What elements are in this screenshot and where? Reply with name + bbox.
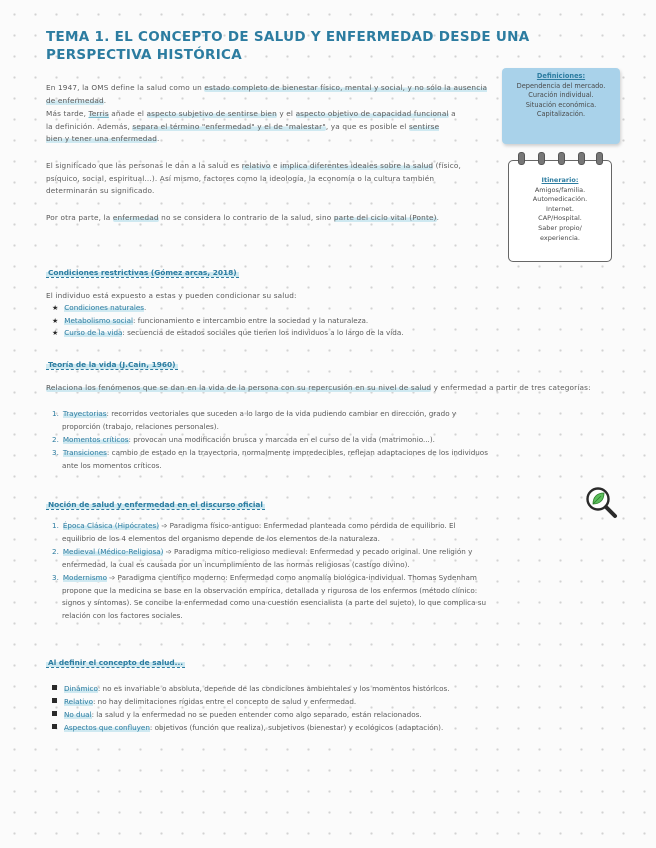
magnifier-leaf-icon (584, 485, 618, 519)
list-item (52, 302, 146, 315)
intro-text: y enfermedad a partir de tres categorías: (431, 383, 591, 392)
intro-highlight: Relaciona los fenómenos que se dan en la vida de la persona con su repercusión en su nivel de salud (46, 383, 432, 392)
intro-text: Por otra parte, la (46, 213, 113, 222)
item-text: relación con los factores sociales. (62, 610, 183, 620)
intro-text: a la definición. Además, (46, 109, 456, 131)
list-item (52, 434, 618, 447)
intro-highlight: implica diferentes ideales sobre la salud (280, 161, 434, 170)
notepad-rings-icon (514, 152, 606, 166)
item-text: : recorridos vectoriales que suceden a lo largo de la vida pudiendo cambiar en dirección, grado y (106, 409, 457, 418)
item-text: : funcionamiento e intercambio entre la sociedad y la naturaleza. (133, 316, 369, 325)
intro-highlight: estado completo de bienestar físico, mental y social, y no sólo la ausencia de enfermedad (46, 83, 488, 105)
section-heading-teoria: Teoría de la vida (J.Cain, 1960) (48, 360, 176, 369)
section1-intro: El individuo está expuesto a estas y pueden condicionar su salud: (46, 291, 297, 300)
item-text: : no es invariable o absoluta, depende de las condiciones ambientales y los momentos históricos. (97, 684, 450, 693)
item-text: : la salud y la enfermedad no se pueden entender como algo separado, están relacionados. (91, 710, 422, 719)
keyword: Aspectos que confluyen (64, 723, 150, 732)
keyword: Metabolismo social (64, 316, 134, 325)
list-item (52, 683, 450, 696)
item-text: enfermedad, la cual es causada por un incumplimiento de las normas religiosas (castigo divino). (62, 559, 410, 569)
terris-highlight: Terris (88, 109, 109, 118)
intro-highlight: parte del ciclo vital (Ponte) (333, 213, 437, 222)
intro-highlight: aspecto objetivo de capacidad funcional (295, 109, 449, 118)
definiciones-sticky-note (502, 68, 620, 144)
intro-paragraph-1 (46, 82, 496, 107)
intro-highlight: sentirse bien y tener una enfermedad (46, 121, 440, 144)
list-item (52, 709, 422, 722)
list-item (52, 327, 404, 340)
intro-text: . (436, 213, 440, 222)
intro-paragraph-4 (46, 212, 484, 225)
item-text: equilibrio de los 4 elementos del organismo depende de los elementos de la naturaleza. (62, 533, 380, 543)
intro-highlight: separa el término "enfermedad" y el de "malestar" (132, 121, 326, 131)
keyword: Dinámico (64, 684, 98, 693)
definiciones-line: Capitalización. (536, 110, 586, 119)
star-bullet-icon: ★ (52, 317, 59, 325)
item-number: 2. (52, 547, 59, 556)
square-bullet-icon (52, 711, 57, 716)
intro-text: En 1947, la OMS define la salud como un (46, 83, 205, 92)
definiciones-line: Situación económica. (525, 100, 597, 109)
intro-text: . (103, 95, 107, 105)
item-text: ➩ Paradigma científico moderno: Enfermedad como anomalía biológica-individual. Thomas Sydenham (106, 573, 477, 582)
intro-text: , ya que es posible el (325, 121, 409, 131)
item-text: : no hay delimitaciones rígidas entre el concepto de salud y enfermedad. (92, 697, 357, 706)
section-heading-condiciones: Condiciones restrictivas (Gómez arcas, 2018) (48, 268, 237, 277)
intro-paragraph-2 (46, 108, 456, 146)
item-text: : provocan una modificación brusca y marcada en el curso de la vida (matrimonio...). (128, 435, 435, 444)
keyword: Época Clásica (Hipócrates) (62, 521, 160, 530)
itinerario-line: experiencia. (540, 233, 580, 242)
list-item (52, 408, 618, 433)
keyword: Modernismo (62, 573, 107, 582)
itinerario-line: Amigos/familia. (534, 185, 586, 194)
keyword: Transiciones (62, 448, 107, 457)
intro-text: no se considera lo contrario de la salud, sino (158, 213, 334, 222)
list-item (52, 447, 618, 472)
itinerario-heading: Itinerario: (541, 176, 579, 184)
item-text: propone que la medicina se base en la observación empírica, detallada y rigurosa de los enfermos (método clínico: (62, 585, 478, 595)
square-bullet-icon (52, 724, 57, 729)
keyword: Curso de la vida (64, 328, 123, 337)
itinerario-line: CAP/Hospital. (538, 214, 582, 223)
intro-highlight: enfermedad (112, 213, 159, 222)
keyword: No dual (64, 710, 92, 719)
intro-text: añade el (108, 109, 147, 118)
list-item (52, 546, 618, 571)
list-item (52, 722, 443, 735)
keyword: Relativo (64, 697, 93, 706)
keyword: Momentos críticos (62, 435, 129, 444)
item-text: ➩ Paradigma mítico-religioso medieval: Enfermedad y pecado original. Une religión y (163, 547, 473, 556)
list-item (52, 520, 618, 545)
star-bullet-icon: ★ (52, 304, 59, 312)
itinerario-notepad (508, 160, 612, 262)
definiciones-line: Curación individual. (528, 91, 594, 100)
itinerario-line: Saber propio/ (538, 223, 582, 232)
intro-text: El significado que las personas le dan a la salud es (46, 161, 242, 170)
item-text: signos y síntomas). Se concibe la enfermedad como una cuestión esencialista (a parte del sujeto), lo que complica su (62, 598, 487, 608)
section-heading-definir: Al definir el concepto de salud... (48, 658, 184, 667)
item-number: 1. (52, 521, 59, 530)
list-item (52, 572, 618, 622)
intro-text: (físico, psíquico, social, espiritual...). Así mismo, factores como la ideología, la economía o la cultura también determinarán su significado. (46, 161, 461, 196)
intro-text: y el (276, 109, 296, 118)
item-number: 3. (52, 448, 59, 457)
intro-text: Más tarde, (46, 109, 89, 118)
intro-text: . (156, 134, 160, 144)
itinerario-line: Internet. (546, 204, 574, 213)
section2-intro (46, 382, 624, 395)
item-text: . (144, 303, 147, 312)
keyword: Trayectorias (62, 409, 107, 418)
intro-paragraph-3 (46, 160, 484, 198)
intro-highlight: relativo (241, 161, 271, 170)
keyword: Condiciones naturales (64, 303, 145, 312)
item-number: 1. (52, 409, 59, 418)
square-bullet-icon (52, 698, 57, 703)
intro-highlight: aspecto subjetivo de sentirse bien (146, 109, 277, 118)
itinerario-line: Automedicación. (532, 195, 588, 204)
definiciones-line: Dependencia del mercado. (516, 81, 606, 90)
item-text: proporción (trabajo, relaciones personales). (62, 421, 219, 431)
item-number: 3. (52, 573, 59, 582)
list-item (52, 315, 368, 328)
item-text: : objetivos (función que realiza), subjetivos (bienestar) y ecológicos (adaptación). (149, 723, 444, 732)
item-number: 2. (52, 435, 59, 444)
list-item (52, 696, 356, 709)
item-text: ➩ Paradigma físico-antiguo: Enfermedad planteada como pérdida de equilibrio. El (159, 521, 456, 530)
keyword: Medieval (Médico-Religiosa) (62, 547, 164, 556)
item-text: : cambio de estado en la trayectoria, normalmente impredecibles, reflejan adaptaciones de los individuos (106, 448, 488, 457)
section-heading-nocion: Noción de salud y enfermedad en el discurso oficial (48, 500, 263, 509)
star-bullet-icon: ★ (52, 329, 59, 337)
item-text: ante los momentos críticos. (62, 460, 162, 470)
page-title: TEMA 1. EL CONCEPTO DE SALUD Y ENFERMEDAD DESDE UNA PERSPECTIVA HISTÓRICA (46, 29, 530, 63)
definiciones-heading: Definiciones: (536, 72, 586, 80)
intro-text: e (270, 161, 281, 170)
square-bullet-icon (52, 685, 57, 690)
item-text: : secuencia de estados sociales que tienen los individuos a lo largo de la vida. (122, 328, 404, 337)
